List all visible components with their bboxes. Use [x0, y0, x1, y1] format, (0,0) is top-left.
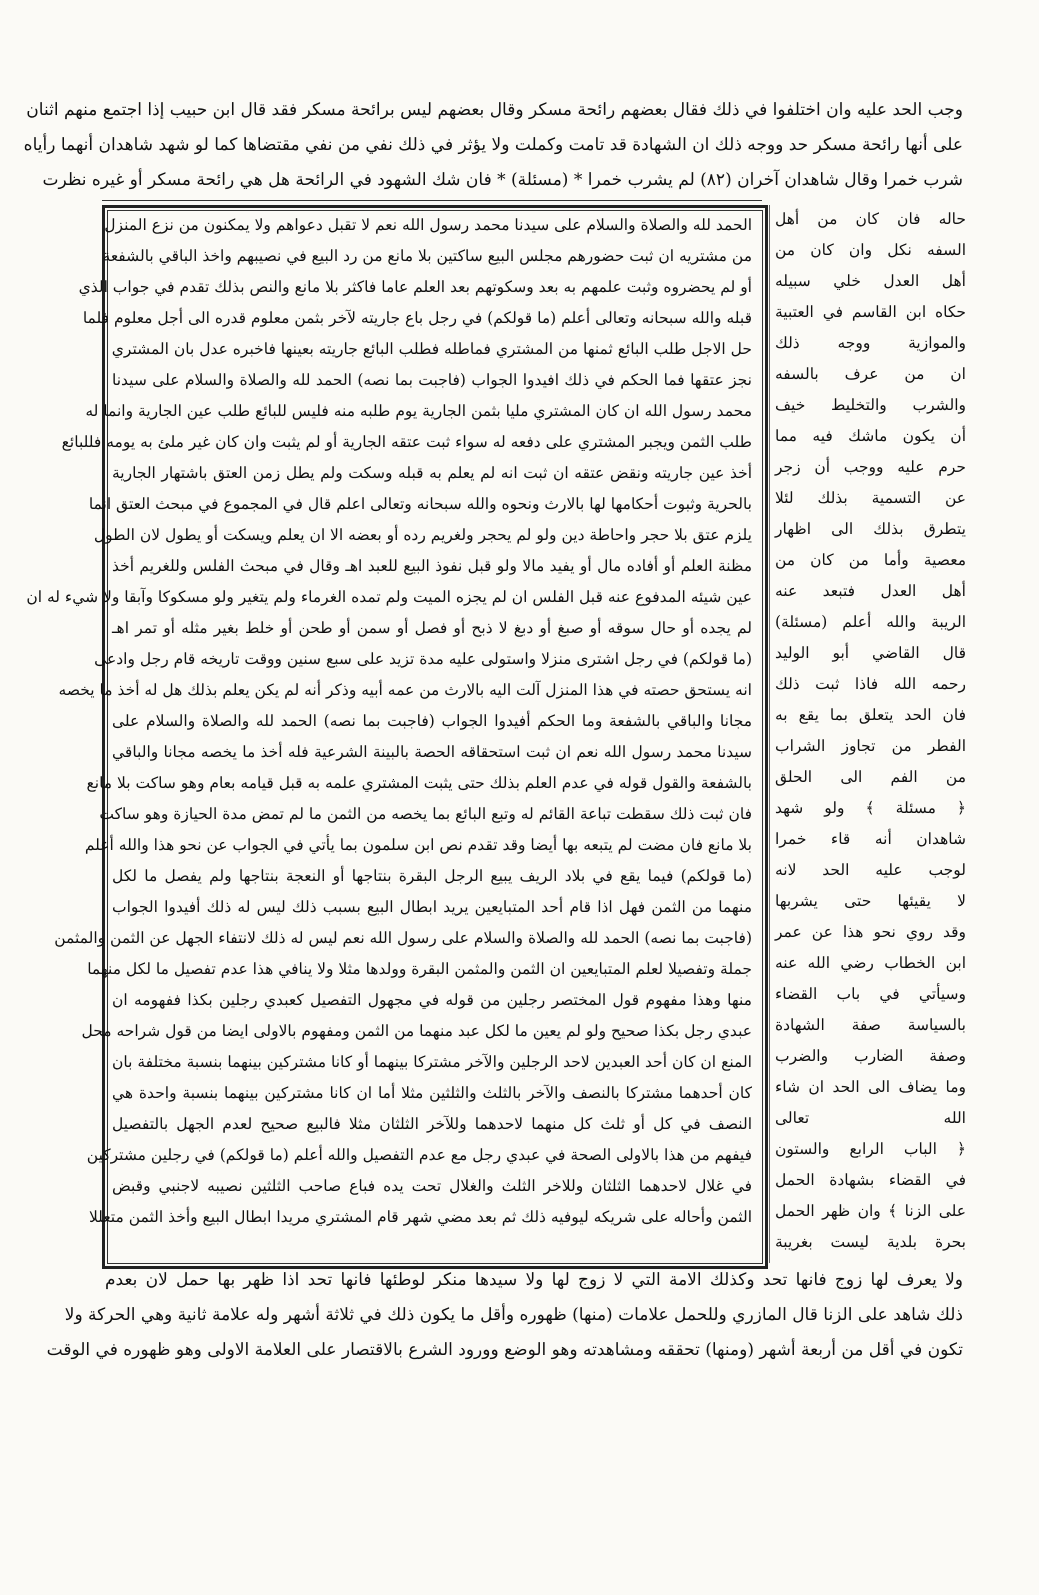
- box-line: فان ثبت ذلك سقطت تباعة القائم له وتبع البائع بما يخصه من الثمن ما لم تمض مدة الحيازة وهو ساكت: [99, 805, 752, 823]
- box-line: بالشفعة والقول قوله في عدم العلم بذلك حتى يثبت المشتري علمه به قبل قيامه بعام وهو ساكت بلا مانع: [86, 774, 752, 792]
- side-line: فان الحد يتعلق بما يقع به: [775, 706, 966, 724]
- side-line: حاله فان كان من أهل: [775, 210, 966, 228]
- box-line: فيفهم من هذا بالاولى الصحة في عبدي رجل مع عدم التفصيل والله أعلم (ما قولكم) في رجلين مشتركين: [86, 1146, 752, 1164]
- side-line: حكاه ابن القاسم في العتبية: [775, 303, 966, 321]
- box-line: (ما قولكم) في رجل اشترى منزلا واستولى عليه مدة تزيد على سبع سنين ووقت تاريخه قام رجل وادعى: [94, 650, 752, 668]
- side-line: قال القاضي أبو الوليد: [775, 644, 966, 662]
- box-line: لم يجده أو حال سوقه أو صبغ أو دبغ لا ذبح أو فصل أو سمن أو طحن أو خلط بغير مثله أو تمر اهـ: [112, 619, 752, 637]
- box-line: بلا مانع فان مضت لم يتبعه بها أيضا وقد تقدم نص ابن سلمون بما يأتي في الجواب عن نحو هذا والله أعلم: [84, 836, 752, 854]
- box-line: كان أحدهما مشتركا بالنصف والآخر بالثلث والثلثين مثلا أما ان كانا مشتركين بينهما بنسبة واحدة هي: [112, 1084, 752, 1102]
- bottom-line: ذلك شاهد على الزنا قال المازري وللحمل علامات (منها) ظهوره وأقل ما يكون ذلك في ثلاثة أشهر وله علامة ثانية وهي الحركة ولا: [64, 1305, 963, 1325]
- side-line: ﴿ مسئلة ﴾ ولو شهد: [775, 799, 966, 817]
- box-line: محمد رسول الله ان كان المشتري مليا بثمن الجارية يوم طلبه منه فليس للبائع طلب عين الجارية وانما له: [85, 402, 752, 420]
- side-line: عن التسمية بذلك لئلا: [775, 489, 966, 507]
- side-line: شاهدان أنه قاء خمرا: [775, 830, 966, 848]
- side-line: وسيأتي في باب القضاء: [775, 985, 966, 1003]
- side-line: وما يضاف الى الحد ان شاء: [775, 1078, 966, 1096]
- top-line: وجب الحد عليه وان اختلفوا في ذلك فقال بعضهم رائحة مسكر وقال بعضهم ليس برائحة مسكر فقد قال ابن حبيب إذا اجتمع منهم اثنان: [26, 100, 963, 120]
- side-line: ان من عرف بالسفه: [775, 365, 966, 383]
- side-line: ﴿ الباب الرابع والستون: [775, 1140, 966, 1158]
- box-line: انه يستحق حصته في هذا المنزل آلت اليه بالارث من عمه أبيه وذكر أنه لم يكن يعلم بذلك هل له أخذ ما يخصه: [58, 681, 752, 699]
- box-line: مجانا والباقي بالشفعة وما الحكم أفيدوا الجواب (فاجبت بما نصه) الحمد لله والصلاة والسلام على: [112, 712, 752, 730]
- side-line: من الفم الى الحلق: [775, 768, 966, 786]
- side-line: وقد روي نحو هذا عن عمر: [775, 923, 966, 941]
- top-line: على أنها رائحة مسكر حد ووجه ذلك ان الشهادة قد تامت وكملت ولا يؤثر في ذلك نفي من نفي مقتضاها كما لو شهد شاهدان أنهما رأياه: [23, 135, 963, 155]
- side-line: لا يقيئها حتى يشربها: [775, 892, 966, 910]
- side-line: والشرب والتخليط خيف: [775, 396, 966, 414]
- side-line: أهل العدل خلي سبيله: [775, 272, 966, 290]
- side-line: أن يكون ماشك فيه مما: [775, 427, 966, 445]
- top-line: شرب خمرا وقال شاهدان آخران (٨٢) لم يشرب خمرا * (مسئلة) * فان شك الشهود في الرائحة هل هي رائحة مسكر أو غيره نظرت: [42, 170, 963, 190]
- side-line: يتطرق بذلك الى اظهار: [775, 520, 966, 538]
- bottom-line: تكون في أقل من أربعة أشهر (ومنها) تحققه ومشاهدته وهو الوضع وورود الشرع بالاقتصار على العلامة الاولى وهو ظهوره في الوقت: [46, 1340, 963, 1360]
- box-line: مظنة العلم أو أفاده مال أو يفيد مالا ولو قبل نفوذ البيع للعبد اهـ وقال في مبحث الفلس وللغريم أخذ: [112, 557, 752, 575]
- box-line: أخذ عين جاريته ونقض عتقه ان ثبت انه لم يعلم به قبله وسكت ولم يطل زمن العتق باشتهار الجارية: [112, 464, 752, 482]
- box-line: نجز عتقها فما الحكم في ذلك افيدوا الجواب (فاجبت بما نصه) الحمد لله والصلاة والسلام على سيدنا: [112, 371, 752, 389]
- side-line: أهل العدل فتبعد عنه: [775, 582, 966, 600]
- side-line: رحمه الله فاذا ثبت ذلك: [775, 675, 966, 693]
- header-rule: [102, 200, 762, 201]
- margin-box-frame: [26, 205, 768, 1269]
- column-rule: [769, 205, 770, 1263]
- box-line: الحمد لله والصلاة والسلام على سيدنا محمد رسول الله نعم لا تقبل دعواهم ولا يمكنون من نزع المنزل: [104, 216, 752, 234]
- side-line: وصفة الضارب والضرب: [775, 1047, 966, 1065]
- side-line: ابن الخطاب رضي الله عنه: [775, 954, 966, 972]
- side-line: السفه نكل وان كان من: [775, 241, 966, 259]
- side-line: الريبة والله أعلم (مسئلة): [775, 613, 966, 631]
- side-line: بحرة بلدية ليست بغريبة: [775, 1233, 966, 1251]
- box-line: قبله والله سبحانه وتعالى أعلم (ما قولكم) في رجل باع جاريته لآخر بثمن معلوم قدره الى أجل معلوم فلما: [82, 309, 752, 327]
- box-line: منهما من الثمن فهل اذا قام أحد المتبايعين يريد ابطال البيع بسبب ذلك ليس له ذلك أفيدوا الجواب: [112, 898, 752, 916]
- box-line: (فاجبت بما نصه) الحمد لله والصلاة والسلام على رسول الله نعم ليس له ذلك لانتفاء الجهل عن الثمن والمثمن: [54, 929, 752, 947]
- box-line: النصف في كل أو ثلث كل منهما لاحدهما وللآخر الثلثان مثلا فالبيع صحيح لعدم الجهل بالتفصيل: [112, 1115, 752, 1133]
- bottom-line: ولا يعرف لها زوج فانها تحد وكذلك الامة التي لا زوج لها ولا سيدها منكر لوطئها فانها تحد اذا ظهر بها حمل لان بعدم: [105, 1270, 963, 1290]
- side-line: الفطر من تجاوز الشراب: [775, 737, 966, 755]
- side-line: بالسياسة صفة الشهادة: [775, 1016, 966, 1034]
- box-line: من مشتريه ان ثبت حضورهم مجلس البيع ساكتين بلا مانع من رد البيع في نصيبهم واخذ الباقي بالشفعة: [102, 247, 752, 265]
- side-line: على الزنا ﴾ وان ظهر الحمل: [775, 1202, 966, 1220]
- box-line: بالحرية وثبوت أحكامها لها بالارث ونحوه والله سبحانه وتعالى اعلم قال في المجموع في مبحث العتق انما: [88, 495, 752, 513]
- side-line: في القضاء بشهادة الحمل: [775, 1171, 966, 1189]
- box-line: عبدي رجل بكذا صحيح ولو لم يعين ما لكل عبد منهما من الثمن ومفهوم بالاولى ايضا من قول شراحه محل: [81, 1022, 752, 1040]
- box-line: (ما قولكم) فيما يقع في بلاد الريف يبيع الرجل البقرة بنتاجها أو النعجة بنتاجها ولم يفصل ما لكل: [112, 867, 752, 885]
- box-line: عين شيئه المدفوع عنه قبل الفلس ان لم يجزه الميت ولم تمده الغرماء ولم يتغير ولو مسكوكا وآبقا ولا شيء له ان: [26, 588, 752, 606]
- box-line: منها وهذا مفهوم قول المختصر رجلين من قوله في مجهول التفصيل كعبدي رجلين بكذا ففهومه ان: [112, 991, 752, 1009]
- box-line: سيدنا محمد رسول الله نعم ان ثبت استحقاقه الحصة بالبينة الشرعية فله أخذ ما يخصه مجانا والباقي: [112, 743, 752, 761]
- side-line: والموازية ووجه ذلك: [775, 334, 966, 352]
- box-line: طلب الثمن ويجبر المشتري على دفعه له سواء ثبت عتقه الجارية أو لم يثبت وان كان غير ملئ به يومه فللبائع: [61, 433, 752, 451]
- side-line: حرم عليه ووجب أن زجر: [775, 458, 966, 476]
- side-line: معصية وأما من كان من: [775, 551, 966, 569]
- side-line: لوجب عليه الحد لانه: [775, 861, 966, 879]
- box-line: الثمن وأحاله على شريكه ليوفيه ذلك ثم بعد مضي شهر قام المشتري مريدا ابطال البيع وأخذ الثمن متعللا: [88, 1208, 752, 1226]
- box-line: المنع ان كان أحد العبدين لاحد الرجلين والآخر مشتركا بينهما أو كانا مشتركين بينهما بنسبة مختلفة بان: [112, 1053, 752, 1071]
- box-line: جملة وتفصيلا لعلم المتبايعين ان الثمن والمثمن البقرة وولدها مثلا ولا ينافي هذا عدم تفصيل ما لكل منهما: [87, 960, 752, 978]
- box-line: أو لم يحضروه وثبت علمهم به بعد وسكوتهم بعد العلم عاما فاكثر بلا مانع والنص بذلك تقدم في جواب الذي: [78, 278, 752, 296]
- box-line: حل الاجل طلب البائع ثمنها من المشتري فماطله فطلب البائع جاريته بعينها فاخبره عدل بان المشتري: [111, 340, 752, 358]
- side-line: الله تعالى: [775, 1109, 966, 1127]
- box-line: يلزم عتق بلا حجر واحاطة دين ولو لم يحجر ولغريم رده أو بعضه الا ان يعلم ويسكت أو يطول لان الطول: [93, 526, 752, 544]
- box-line: في غلال لاحدهما الثلثان وللاخر الثلث والغلال تحت يده فباع صاحب الثلثين نصيبه لاجنبي وقبض: [112, 1177, 752, 1195]
